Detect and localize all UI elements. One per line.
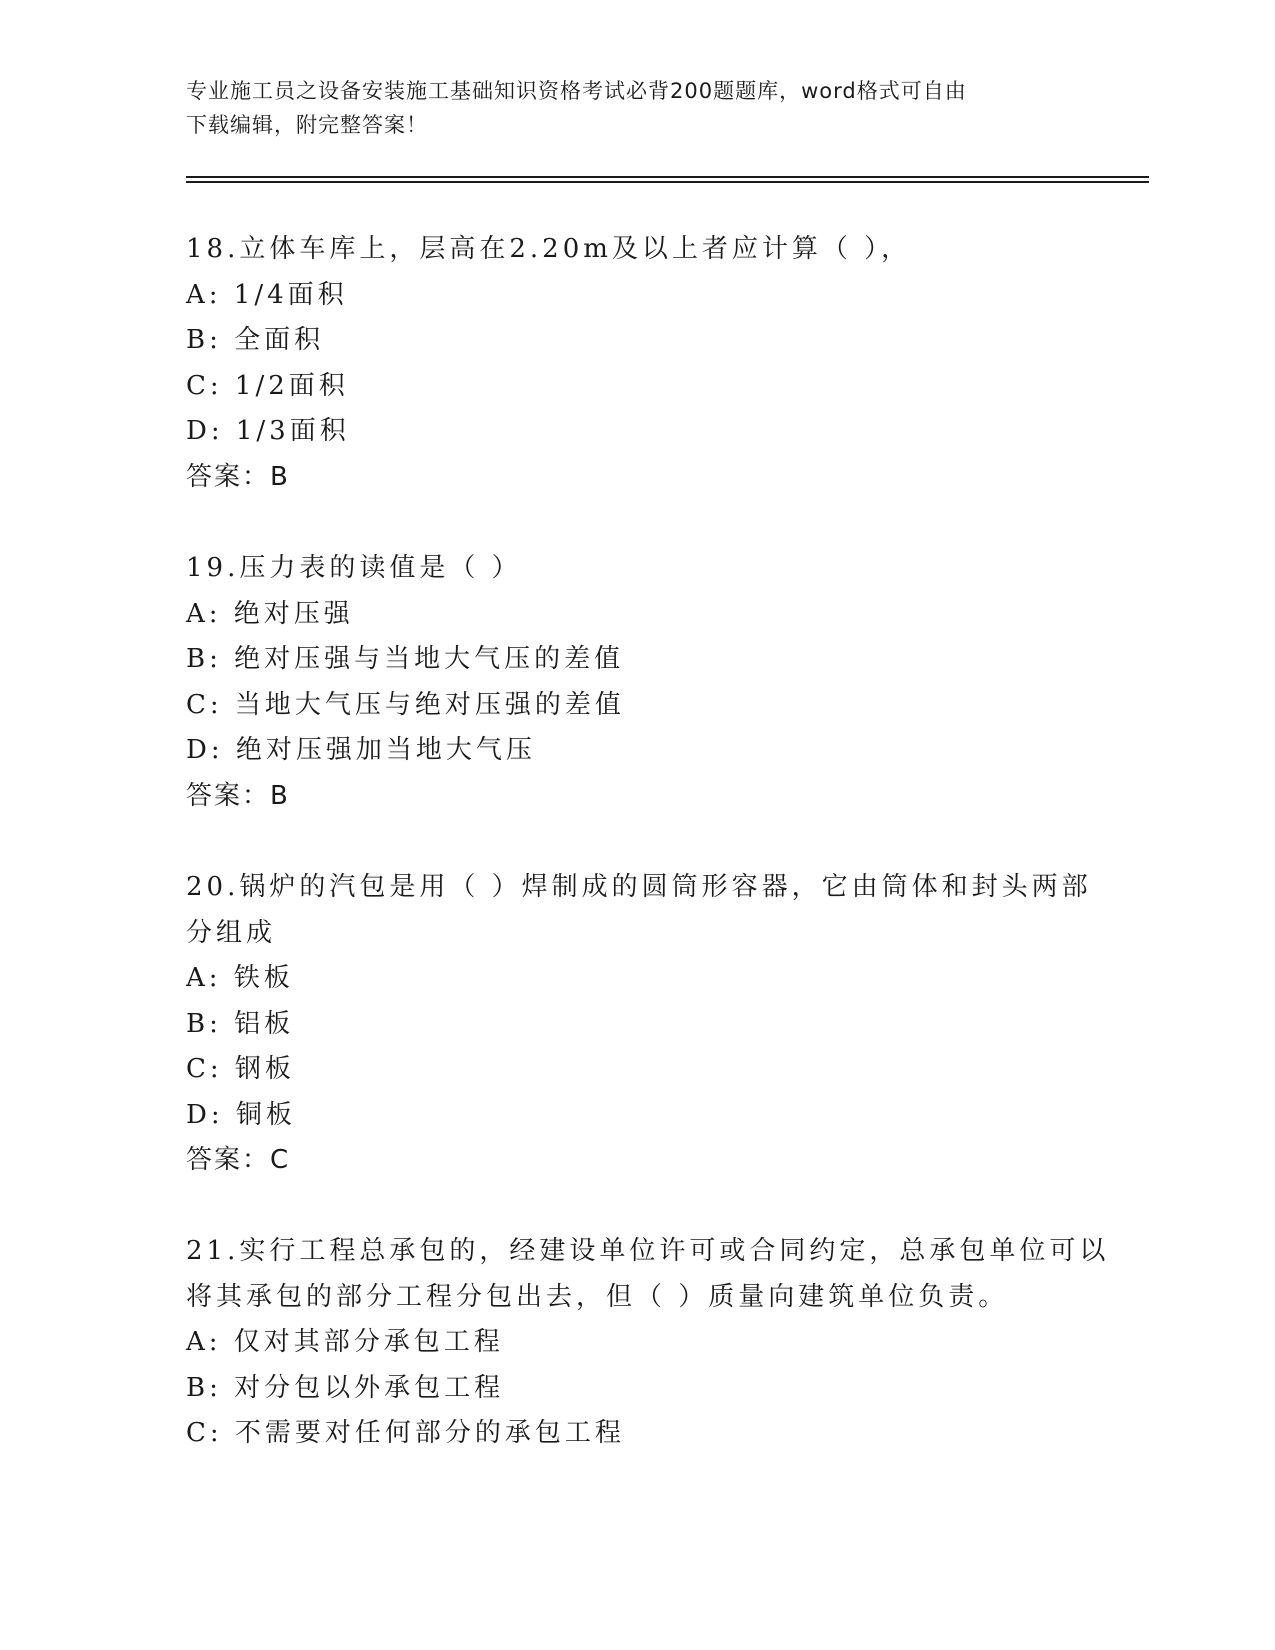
header-divider-top xyxy=(186,176,1149,178)
option-a: A: 1/4面积 xyxy=(186,279,348,310)
document-header xyxy=(186,74,1086,142)
answer-line: 答案：B xyxy=(186,780,290,811)
question-stem: 21.实行工程总承包的，经建设单位许可或合同约定，总承包单位可以 xyxy=(186,1236,1110,1266)
question-stem: 18.立体车库上，层高在2.20m及以上者应计算（ ）， xyxy=(186,234,912,264)
option-b: B: 对分包以外承包工程 xyxy=(186,1372,505,1403)
question-18 xyxy=(186,227,1086,500)
option-d: D: 绝对压强加当地大气压 xyxy=(186,735,536,765)
question-stem-continued: 将其承包的部分工程分包出去，但（ ）质量向建筑单位负责。 xyxy=(186,1281,1009,1312)
question-19 xyxy=(186,546,1086,819)
option-c: C: 不需要对任何部分的承包工程 xyxy=(186,1418,625,1448)
option-c: C: 当地大气压与绝对压强的差值 xyxy=(186,689,625,720)
option-a: A: 仅对其部分承包工程 xyxy=(186,1327,504,1357)
question-stem: 20.锅炉的汽包是用（ ）焊制成的圆筒形容器，它由筒体和封头两部 xyxy=(186,872,1092,902)
option-b: B: 全面积 xyxy=(186,325,325,355)
option-b: B: 绝对压强与当地大气压的差值 xyxy=(186,644,625,674)
header-divider-bottom xyxy=(186,181,1149,183)
question-stem-continued: 分组成 xyxy=(186,917,277,948)
option-a: A: 绝对压强 xyxy=(186,598,354,629)
option-a: A: 铁板 xyxy=(186,963,294,993)
option-d: D: 铜板 xyxy=(186,1099,296,1130)
option-b: B: 铝板 xyxy=(186,1008,295,1039)
question-20 xyxy=(186,865,1092,1184)
header-line-2: 下载编辑，附完整答案！ xyxy=(186,113,428,137)
question-stem: 19.压力表的读值是（ ） xyxy=(186,553,522,583)
answer-line: 答案：C xyxy=(186,1145,291,1175)
option-c: C: 钢板 xyxy=(186,1054,295,1084)
option-c: C: 1/2面积 xyxy=(186,370,349,401)
answer-line: 答案：B xyxy=(186,461,290,492)
question-21 xyxy=(186,1229,1110,1457)
header-line-1: 专业施工员之设备安装施工基础知识资格考试必背200题题库，word格式可自由 xyxy=(186,79,967,103)
option-d: D: 1/3面积 xyxy=(186,416,350,446)
